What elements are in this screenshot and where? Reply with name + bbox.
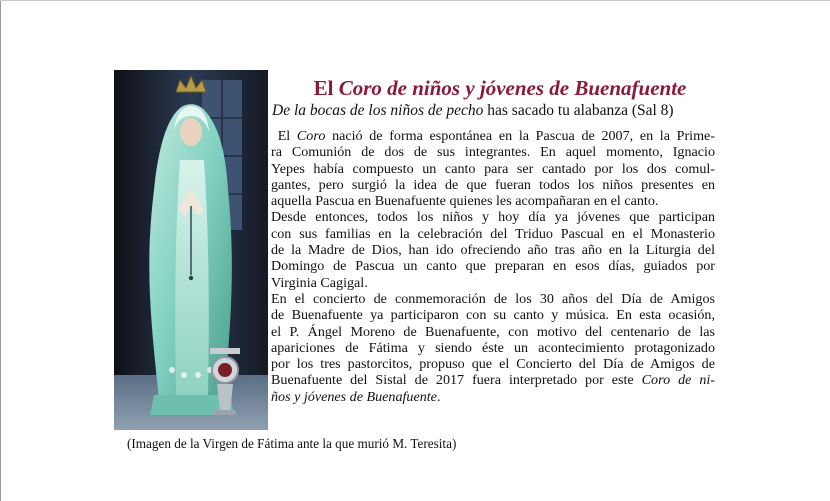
body-line: ños y jóvenes de Buenafuente. (271, 388, 441, 405)
body-line: con sus familias en la celebración del Triduo Pascual en el Monasterio (271, 225, 715, 242)
subtitle-quote: De la bocas de los niños de pecho (272, 102, 484, 119)
body-line: ra Comunión de dos de sus integrantes. En aquel momento, Ignacio (271, 144, 715, 161)
body-line: Yepes había compuesto un canto para ser cantado por los dos comul- (271, 160, 715, 177)
body-line: Domingo de Pascua un canto que preparan en esos días, guiados por (271, 258, 715, 275)
page-left-edge (0, 0, 1, 501)
body-line: de Buenafuente ya participaron con su canto y música. En esta ocasión, (271, 307, 715, 324)
body-line: En el concierto de conmemoración de los 30 años del Día de Amigos (271, 290, 715, 307)
image-caption: (Imagen de la Virgen de Fátima ante la que murió M. Teresita) (127, 436, 457, 451)
subtitle-citation: has sacado tu alabanza (Sal 8) (487, 102, 674, 119)
title-prefix: El (313, 76, 334, 100)
paragraph-origin (271, 128, 715, 209)
body-line: el P. Ángel Moreno de Buenafuente, con motivo del centenario de las (271, 323, 715, 340)
body-line: aquella Pascua en Buenafuente quienes les acompañaran en el canto. (271, 193, 659, 210)
paragraph-concert (271, 291, 715, 405)
body-line: gantes, pero surgió la idea de que fueran todos los niños presentes en (271, 176, 715, 193)
body-line: por los tres pastorcitos, propuso que el Concierto del Día de Amigos de (271, 356, 715, 373)
article-body (271, 128, 715, 405)
paragraph-tradition (271, 209, 715, 290)
article-subtitle (272, 102, 674, 120)
virgin-of-fatima-statue-photo (114, 70, 268, 430)
article-title (270, 77, 730, 99)
body-line: Virginia Cagigal. (271, 274, 368, 291)
body-line: Buenafuente del Sistal de 2017 fuera interpretado por este Coro de ni- (271, 372, 715, 389)
page-top-edge (0, 0, 830, 1)
title-choir-name: Coro de niños y jóvenes de Buenafuente (338, 76, 687, 100)
body-line: apariciones de Fátima y siendo éste un acontecimiento protagonizado (271, 339, 715, 356)
body-line: Desde entonces, todos los niños y hoy día ya jóvenes que participan (271, 209, 715, 226)
body-line: El Coro nació de forma espontánea en la Pascua de 2007, en la Prime- (277, 128, 716, 144)
body-line: de la Madre de Dios, han ido ofreciendo año tras año en la Liturgia del (271, 242, 715, 259)
